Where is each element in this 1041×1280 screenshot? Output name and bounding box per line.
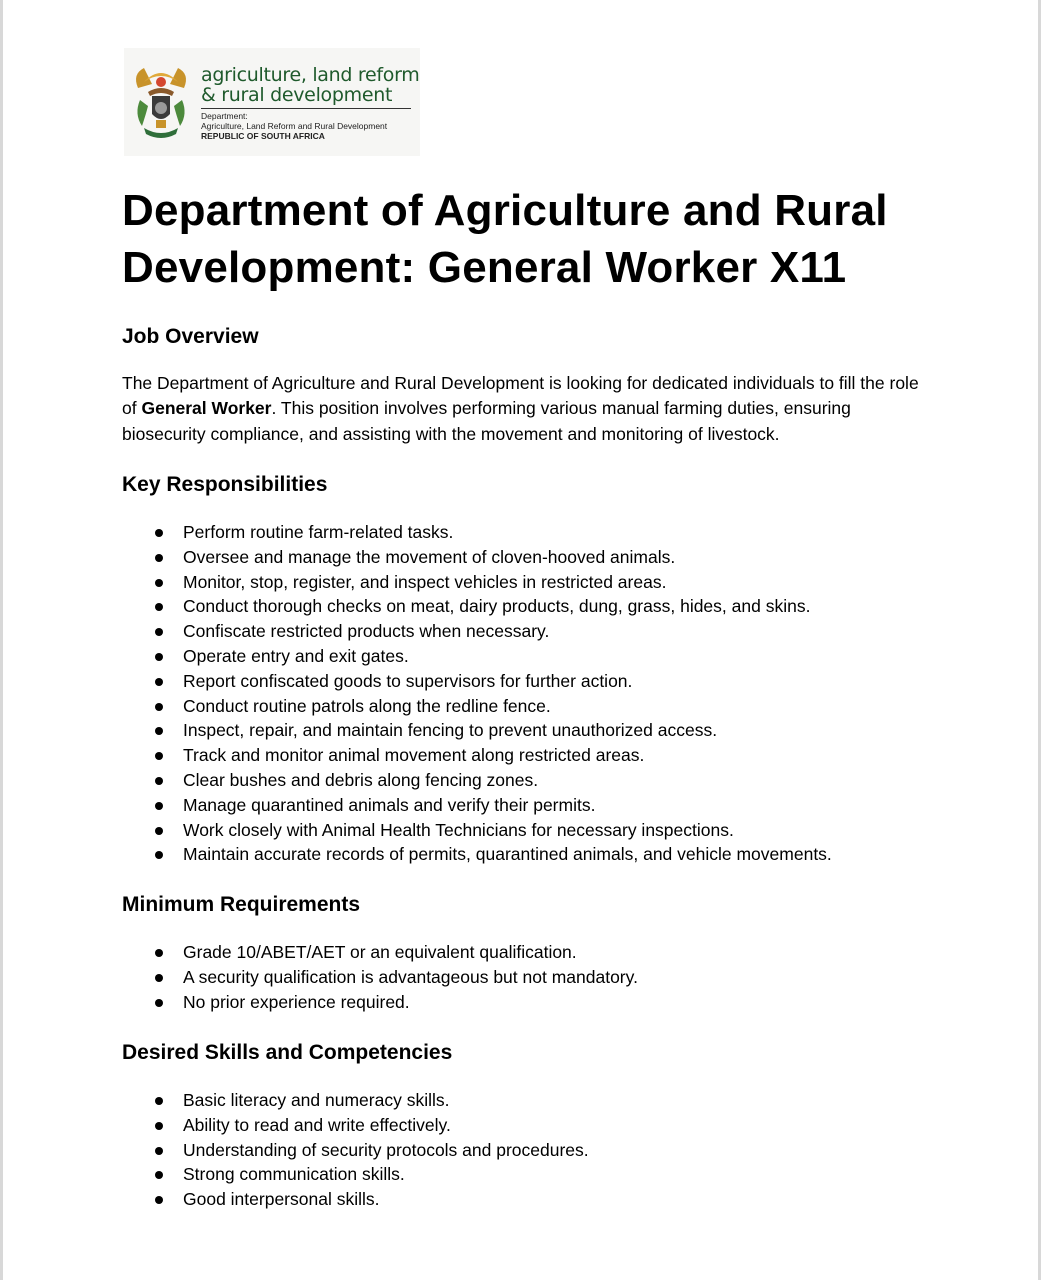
- list-item: Conduct routine patrols along the redline fence.: [122, 694, 832, 719]
- list-item: No prior experience required.: [122, 990, 638, 1015]
- coat-of-arms-icon: [130, 62, 192, 142]
- list-item: Basic literacy and numeracy skills.: [122, 1088, 589, 1113]
- list-item: Report confiscated goods to supervisors for further action.: [122, 669, 832, 694]
- list-item: Work closely with Animal Health Technicians for necessary inspections.: [122, 818, 832, 843]
- list-item: Strong communication skills.: [122, 1162, 589, 1187]
- list-item: Good interpersonal skills.: [122, 1187, 589, 1212]
- page-title: Department of Agriculture and Rural Development: General Worker X11: [122, 186, 888, 292]
- list-item: Confiscate restricted products when necessary.: [122, 619, 832, 644]
- list-item: A security qualification is advantageous but not mandatory.: [122, 965, 638, 990]
- list-item: Grade 10/ABET/AET or an equivalent qualification.: [122, 940, 638, 965]
- list-item: Perform routine farm-related tasks.: [122, 520, 832, 545]
- logo-divider: [201, 108, 411, 109]
- list-item: Conduct thorough checks on meat, dairy products, dung, grass, hides, and skins.: [122, 594, 832, 619]
- desired-skills-heading: Desired Skills and Competencies: [122, 1041, 453, 1064]
- list-item: Operate entry and exit gates.: [122, 644, 832, 669]
- dept-label: Department:: [201, 111, 248, 121]
- list-item: Monitor, stop, register, and inspect vehicles in restricted areas.: [122, 570, 832, 595]
- overview-text-before: The Department of Agriculture and Rural Development is looking for dedicated individuals to fill the role of: [122, 373, 919, 419]
- skills-list: [122, 1088, 589, 1212]
- country-name: REPUBLIC OF SOUTH AFRICA: [201, 131, 325, 141]
- department-logo: [124, 48, 420, 156]
- requirements-list: [122, 940, 638, 1014]
- minimum-requirements-heading: Minimum Requirements: [122, 893, 361, 916]
- key-responsibilities-heading: Key Responsibilities: [122, 473, 328, 496]
- responsibilities-list: [122, 520, 832, 867]
- list-item: Oversee and manage the movement of cloven-hooved animals.: [122, 545, 832, 570]
- list-item: Maintain accurate records of permits, quarantined animals, and vehicle movements.: [122, 842, 832, 867]
- page-edge-left: [0, 0, 3, 1280]
- list-item: Track and monitor animal movement along restricted areas.: [122, 743, 832, 768]
- list-item: Understanding of security protocols and procedures.: [122, 1138, 589, 1163]
- brand-line-1: agriculture, land reform: [201, 64, 420, 86]
- overview-text-bold: General Worker: [141, 398, 272, 419]
- overview-text-after: . This position involves performing various manual farming duties, ensuring biosecurity compliance, and assisting with the movement and monitoring of livestock.: [122, 398, 851, 444]
- dept-name: Agriculture, Land Reform and Rural Development: [201, 121, 388, 131]
- list-item: Ability to read and write effectively.: [122, 1113, 589, 1138]
- list-item: Manage quarantined animals and verify their permits.: [122, 793, 832, 818]
- list-item: Inspect, repair, and maintain fencing to prevent unauthorized access.: [122, 718, 832, 743]
- brand-line-2: & rural development: [201, 84, 393, 106]
- list-item: Clear bushes and debris along fencing zones.: [122, 768, 832, 793]
- job-overview-text: [122, 371, 922, 447]
- job-overview-heading: Job Overview: [122, 325, 259, 348]
